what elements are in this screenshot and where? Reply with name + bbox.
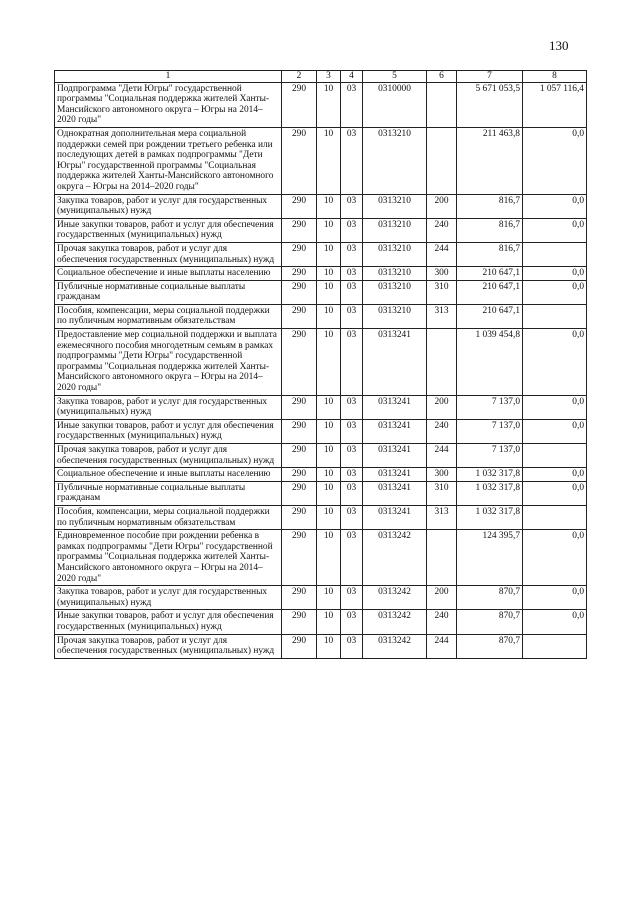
section-code-cell: 10 <box>317 505 341 529</box>
ministry-code-cell: 290 <box>282 610 317 634</box>
expense-name-cell: Публичные нормативные социальные выплаты гражданам <box>55 481 282 505</box>
section-code-cell: 10 <box>317 481 341 505</box>
expense-type-cell: 300 <box>427 267 457 281</box>
amount-cell: 7 137,0 <box>457 395 523 419</box>
section-code-cell: 10 <box>317 634 341 658</box>
ministry-code-cell: 290 <box>282 419 317 443</box>
amount-cell: 1 032 317,8 <box>457 505 523 529</box>
expense-name-cell: Закупка товаров, работ и услуг для государственных (муниципальных) нужд <box>55 586 282 610</box>
amount-cell: 816,7 <box>457 218 523 242</box>
target-article-cell: 0313210 <box>363 194 427 218</box>
section-code-cell: 10 <box>317 444 341 468</box>
column-header: 4 <box>341 71 363 83</box>
amount-cell: 870,7 <box>457 586 523 610</box>
expense-type-cell: 244 <box>427 634 457 658</box>
target-article-cell: 0313242 <box>363 634 427 658</box>
target-article-cell: 0313210 <box>363 218 427 242</box>
subsection-code-cell: 03 <box>341 530 363 586</box>
table-row <box>55 634 587 658</box>
amount-second-cell <box>523 634 587 658</box>
expense-name-cell: Публичные нормативные социальные выплаты гражданам <box>55 280 282 304</box>
expense-name-cell: Иные закупки товаров, работ и услуг для обеспечения государственных (муниципальных) нужд <box>55 419 282 443</box>
amount-cell: 816,7 <box>457 194 523 218</box>
amount-second-cell: 0,0 <box>523 419 587 443</box>
expense-name-cell: Социальное обеспечение и иные выплаты населению <box>55 468 282 482</box>
table-row <box>55 218 587 242</box>
ministry-code-cell: 290 <box>282 329 317 396</box>
expense-type-cell <box>427 127 457 194</box>
ministry-code-cell: 290 <box>282 505 317 529</box>
table-row <box>55 586 587 610</box>
target-article-cell: 0313241 <box>363 505 427 529</box>
amount-second-cell: 0,0 <box>523 530 587 586</box>
amount-cell: 210 647,1 <box>457 304 523 328</box>
amount-second-cell <box>523 444 587 468</box>
amount-cell: 870,7 <box>457 634 523 658</box>
table-row <box>55 127 587 194</box>
subsection-code-cell: 03 <box>341 468 363 482</box>
column-header: 7 <box>457 71 523 83</box>
ministry-code-cell: 290 <box>282 634 317 658</box>
expense-type-cell: 240 <box>427 218 457 242</box>
section-code-cell: 10 <box>317 82 341 127</box>
target-article-cell: 0313242 <box>363 610 427 634</box>
expense-type-cell: 200 <box>427 194 457 218</box>
table-row <box>55 242 587 266</box>
expense-name-cell: Закупка товаров, работ и услуг для государственных (муниципальных) нужд <box>55 194 282 218</box>
column-header: 2 <box>282 71 317 83</box>
section-code-cell: 10 <box>317 267 341 281</box>
table-row <box>55 304 587 328</box>
expense-name-cell: Закупка товаров, работ и услуг для государственных (муниципальных) нужд <box>55 395 282 419</box>
target-article-cell: 0313210 <box>363 242 427 266</box>
amount-second-cell <box>523 242 587 266</box>
amount-cell: 124 395,7 <box>457 530 523 586</box>
ministry-code-cell: 290 <box>282 468 317 482</box>
target-article-cell: 0313241 <box>363 481 427 505</box>
expense-type-cell: 244 <box>427 242 457 266</box>
column-header: 1 <box>55 71 282 83</box>
ministry-code-cell: 290 <box>282 242 317 266</box>
amount-second-cell <box>523 304 587 328</box>
amount-second-cell: 0,0 <box>523 194 587 218</box>
table-row <box>55 444 587 468</box>
amount-cell: 1 032 317,8 <box>457 481 523 505</box>
table-row <box>55 530 587 586</box>
subsection-code-cell: 03 <box>341 505 363 529</box>
budget-table <box>54 70 587 659</box>
amount-cell: 211 463,8 <box>457 127 523 194</box>
amount-cell: 7 137,0 <box>457 419 523 443</box>
ministry-code-cell: 290 <box>282 218 317 242</box>
ministry-code-cell: 290 <box>282 82 317 127</box>
expense-name-cell: Подпрограмма "Дети Югры" государственной программы "Социальная поддержка жителей Ханты-Мансийского автономного округа – Югры на 2014–2020 годы" <box>55 82 282 127</box>
section-code-cell: 10 <box>317 194 341 218</box>
subsection-code-cell: 03 <box>341 304 363 328</box>
subsection-code-cell: 03 <box>341 280 363 304</box>
amount-second-cell: 0,0 <box>523 127 587 194</box>
amount-second-cell: 0,0 <box>523 267 587 281</box>
ministry-code-cell: 290 <box>282 127 317 194</box>
amount-second-cell: 0,0 <box>523 481 587 505</box>
amount-cell: 7 137,0 <box>457 444 523 468</box>
target-article-cell: 0313210 <box>363 280 427 304</box>
ministry-code-cell: 290 <box>282 194 317 218</box>
target-article-cell: 0313210 <box>363 304 427 328</box>
table-row <box>55 468 587 482</box>
column-header: 5 <box>363 71 427 83</box>
section-code-cell: 10 <box>317 468 341 482</box>
target-article-cell: 0313242 <box>363 530 427 586</box>
expense-name-cell: Социальное обеспечение и иные выплаты населению <box>55 267 282 281</box>
expense-name-cell: Однократная дополнительная мера социальной поддержки семей при рождении третьего ребенка или последующих детей в рамках подпрограммы "Дети Югры" государственной программы "Социальная поддержка жителей Ханты-Мансийского автономного округа – Югры на 2014–2020 годы" <box>55 127 282 194</box>
section-code-cell: 10 <box>317 127 341 194</box>
expense-type-cell: 200 <box>427 395 457 419</box>
ministry-code-cell: 290 <box>282 304 317 328</box>
ministry-code-cell: 290 <box>282 267 317 281</box>
amount-cell: 5 671 053,5 <box>457 82 523 127</box>
expense-name-cell: Иные закупки товаров, работ и услуг для обеспечения государственных (муниципальных) нужд <box>55 218 282 242</box>
subsection-code-cell: 03 <box>341 481 363 505</box>
expense-name-cell: Единовременное пособие при рождении ребенка в рамках подпрограммы "Дети Югры" государственной программы "Социальная поддержка жителей Ханты-Мансийского автономного округа – Югры на 2014–2020 годы" <box>55 530 282 586</box>
expense-type-cell: 300 <box>427 468 457 482</box>
table-row <box>55 82 587 127</box>
expense-type-cell: 240 <box>427 419 457 443</box>
expense-type-cell: 310 <box>427 481 457 505</box>
table-row <box>55 267 587 281</box>
subsection-code-cell: 03 <box>341 586 363 610</box>
table-row <box>55 505 587 529</box>
amount-second-cell: 0,0 <box>523 280 587 304</box>
expense-type-cell: 313 <box>427 304 457 328</box>
subsection-code-cell: 03 <box>341 329 363 396</box>
target-article-cell: 0310000 <box>363 82 427 127</box>
amount-second-cell: 0,0 <box>523 395 587 419</box>
target-article-cell: 0313241 <box>363 468 427 482</box>
expense-type-cell <box>427 329 457 396</box>
expense-name-cell: Прочая закупка товаров, работ и услуг для обеспечения государственных (муниципальных) нужд <box>55 242 282 266</box>
section-code-cell: 10 <box>317 218 341 242</box>
ministry-code-cell: 290 <box>282 530 317 586</box>
amount-second-cell: 0,0 <box>523 586 587 610</box>
subsection-code-cell: 03 <box>341 610 363 634</box>
target-article-cell: 0313210 <box>363 267 427 281</box>
section-code-cell: 10 <box>317 586 341 610</box>
target-article-cell: 0313241 <box>363 329 427 396</box>
page-number: 130 <box>549 38 569 53</box>
section-code-cell: 10 <box>317 304 341 328</box>
section-code-cell: 10 <box>317 395 341 419</box>
expense-type-cell: 240 <box>427 610 457 634</box>
subsection-code-cell: 03 <box>341 82 363 127</box>
table-row <box>55 194 587 218</box>
expense-name-cell: Прочая закупка товаров, работ и услуг для обеспечения государственных (муниципальных) нужд <box>55 634 282 658</box>
table-row <box>55 395 587 419</box>
target-article-cell: 0313241 <box>363 395 427 419</box>
ministry-code-cell: 290 <box>282 280 317 304</box>
section-code-cell: 10 <box>317 242 341 266</box>
column-header: 3 <box>317 71 341 83</box>
table-row <box>55 610 587 634</box>
amount-second-cell: 0,0 <box>523 468 587 482</box>
table-row <box>55 329 587 396</box>
expense-type-cell: 200 <box>427 586 457 610</box>
target-article-cell: 0313241 <box>363 419 427 443</box>
table-row <box>55 419 587 443</box>
table-row <box>55 280 587 304</box>
expense-type-cell <box>427 82 457 127</box>
amount-second-cell: 0,0 <box>523 329 587 396</box>
target-article-cell: 0313210 <box>363 127 427 194</box>
expense-name-cell: Прочая закупка товаров, работ и услуг для обеспечения государственных (муниципальных) нужд <box>55 444 282 468</box>
expense-name-cell: Пособия, компенсации, меры социальной поддержки по публичным нормативным обязательствам <box>55 304 282 328</box>
amount-second-cell <box>523 505 587 529</box>
amount-cell: 816,7 <box>457 242 523 266</box>
expense-type-cell: 244 <box>427 444 457 468</box>
expense-type-cell: 310 <box>427 280 457 304</box>
subsection-code-cell: 03 <box>341 194 363 218</box>
subsection-code-cell: 03 <box>341 267 363 281</box>
expense-name-cell: Предоставление мер социальной поддержки и выплата ежемесячного пособия многодетным семьям в рамках подпрограммы "Дети Югры" государственной программы "Социальная поддержка жителей Ханты-Мансийского автономного округа – Югры на 2014–2020 годы" <box>55 329 282 396</box>
subsection-code-cell: 03 <box>341 242 363 266</box>
column-number-row <box>55 71 587 83</box>
ministry-code-cell: 290 <box>282 395 317 419</box>
subsection-code-cell: 03 <box>341 634 363 658</box>
expense-name-cell: Иные закупки товаров, работ и услуг для обеспечения государственных (муниципальных) нужд <box>55 610 282 634</box>
amount-cell: 210 647,1 <box>457 267 523 281</box>
ministry-code-cell: 290 <box>282 586 317 610</box>
amount-cell: 870,7 <box>457 610 523 634</box>
amount-cell: 210 647,1 <box>457 280 523 304</box>
column-header: 6 <box>427 71 457 83</box>
target-article-cell: 0313241 <box>363 444 427 468</box>
ministry-code-cell: 290 <box>282 444 317 468</box>
section-code-cell: 10 <box>317 329 341 396</box>
expense-type-cell: 313 <box>427 505 457 529</box>
amount-cell: 1 032 317,8 <box>457 468 523 482</box>
subsection-code-cell: 03 <box>341 419 363 443</box>
amount-second-cell: 0,0 <box>523 610 587 634</box>
section-code-cell: 10 <box>317 419 341 443</box>
section-code-cell: 10 <box>317 280 341 304</box>
section-code-cell: 10 <box>317 610 341 634</box>
ministry-code-cell: 290 <box>282 481 317 505</box>
subsection-code-cell: 03 <box>341 444 363 468</box>
expense-type-cell <box>427 530 457 586</box>
amount-cell: 1 039 454,8 <box>457 329 523 396</box>
column-header: 8 <box>523 71 587 83</box>
subsection-code-cell: 03 <box>341 127 363 194</box>
section-code-cell: 10 <box>317 530 341 586</box>
subsection-code-cell: 03 <box>341 218 363 242</box>
amount-second-cell: 0,0 <box>523 218 587 242</box>
table-row <box>55 481 587 505</box>
amount-second-cell: 1 057 116,4 <box>523 82 587 127</box>
subsection-code-cell: 03 <box>341 395 363 419</box>
target-article-cell: 0313242 <box>363 586 427 610</box>
expense-name-cell: Пособия, компенсации, меры социальной поддержки по публичным нормативным обязательствам <box>55 505 282 529</box>
